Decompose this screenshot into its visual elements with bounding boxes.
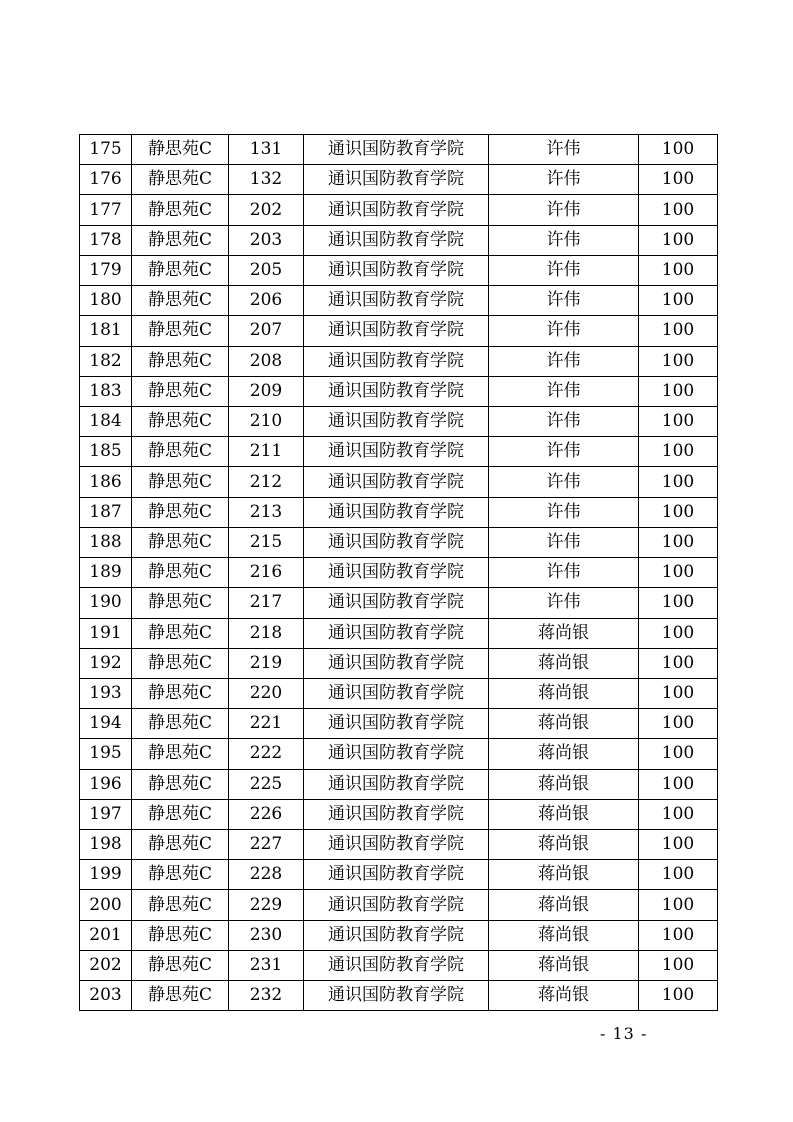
building-cell: 静思苑C bbox=[132, 135, 229, 165]
room-number-cell: 205 bbox=[229, 255, 304, 285]
room-number-cell: 228 bbox=[229, 860, 304, 890]
table-row bbox=[80, 135, 718, 165]
score-cell: 100 bbox=[639, 739, 718, 769]
building-cell: 静思苑C bbox=[132, 890, 229, 920]
building-cell: 静思苑C bbox=[132, 588, 229, 618]
room-number-cell: 207 bbox=[229, 316, 304, 346]
table-row bbox=[80, 709, 718, 739]
row-index-cell: 182 bbox=[80, 346, 132, 376]
college-cell: 通识国防教育学院 bbox=[304, 225, 489, 255]
room-number-cell: 218 bbox=[229, 618, 304, 648]
counselor-cell: 蒋尚银 bbox=[489, 709, 639, 739]
table-row bbox=[80, 406, 718, 436]
table-row bbox=[80, 588, 718, 618]
score-cell: 100 bbox=[639, 890, 718, 920]
table-row bbox=[80, 497, 718, 527]
row-index-cell: 179 bbox=[80, 255, 132, 285]
row-index-cell: 188 bbox=[80, 527, 132, 557]
table-row bbox=[80, 830, 718, 860]
building-cell: 静思苑C bbox=[132, 406, 229, 436]
room-number-cell: 229 bbox=[229, 890, 304, 920]
score-cell: 100 bbox=[639, 709, 718, 739]
room-number-cell: 132 bbox=[229, 165, 304, 195]
counselor-cell: 蒋尚银 bbox=[489, 890, 639, 920]
score-cell: 100 bbox=[639, 406, 718, 436]
counselor-cell: 蒋尚银 bbox=[489, 950, 639, 980]
counselor-cell: 许伟 bbox=[489, 135, 639, 165]
college-cell: 通识国防教育学院 bbox=[304, 950, 489, 980]
room-number-cell: 216 bbox=[229, 558, 304, 588]
college-cell: 通识国防教育学院 bbox=[304, 165, 489, 195]
counselor-cell: 许伟 bbox=[489, 558, 639, 588]
row-index-cell: 184 bbox=[80, 406, 132, 436]
building-cell: 静思苑C bbox=[132, 648, 229, 678]
room-number-cell: 212 bbox=[229, 467, 304, 497]
score-cell: 100 bbox=[639, 165, 718, 195]
college-cell: 通识国防教育学院 bbox=[304, 376, 489, 406]
table-body bbox=[80, 135, 718, 1011]
college-cell: 通识国防教育学院 bbox=[304, 739, 489, 769]
counselor-cell: 蒋尚银 bbox=[489, 739, 639, 769]
college-cell: 通识国防教育学院 bbox=[304, 346, 489, 376]
table-row bbox=[80, 618, 718, 648]
counselor-cell: 蒋尚银 bbox=[489, 799, 639, 829]
college-cell: 通识国防教育学院 bbox=[304, 709, 489, 739]
building-cell: 静思苑C bbox=[132, 527, 229, 557]
score-cell: 100 bbox=[639, 195, 718, 225]
row-index-cell: 191 bbox=[80, 618, 132, 648]
building-cell: 静思苑C bbox=[132, 920, 229, 950]
row-index-cell: 186 bbox=[80, 467, 132, 497]
score-cell: 100 bbox=[639, 467, 718, 497]
row-index-cell: 183 bbox=[80, 376, 132, 406]
table-row bbox=[80, 950, 718, 980]
row-index-cell: 187 bbox=[80, 497, 132, 527]
building-cell: 静思苑C bbox=[132, 739, 229, 769]
table-row bbox=[80, 558, 718, 588]
row-index-cell: 197 bbox=[80, 799, 132, 829]
row-index-cell: 181 bbox=[80, 316, 132, 346]
room-number-cell: 231 bbox=[229, 950, 304, 980]
building-cell: 静思苑C bbox=[132, 225, 229, 255]
college-cell: 通识国防教育学院 bbox=[304, 195, 489, 225]
college-cell: 通识国防教育学院 bbox=[304, 588, 489, 618]
college-cell: 通识国防教育学院 bbox=[304, 890, 489, 920]
table-row bbox=[80, 769, 718, 799]
building-cell: 静思苑C bbox=[132, 467, 229, 497]
row-index-cell: 185 bbox=[80, 437, 132, 467]
counselor-cell: 许伟 bbox=[489, 588, 639, 618]
counselor-cell: 许伟 bbox=[489, 346, 639, 376]
counselor-cell: 许伟 bbox=[489, 195, 639, 225]
table-row bbox=[80, 467, 718, 497]
college-cell: 通识国防教育学院 bbox=[304, 769, 489, 799]
row-index-cell: 190 bbox=[80, 588, 132, 618]
counselor-cell: 许伟 bbox=[489, 255, 639, 285]
table-row bbox=[80, 799, 718, 829]
score-cell: 100 bbox=[639, 255, 718, 285]
room-number-cell: 208 bbox=[229, 346, 304, 376]
room-number-cell: 202 bbox=[229, 195, 304, 225]
row-index-cell: 201 bbox=[80, 920, 132, 950]
building-cell: 静思苑C bbox=[132, 195, 229, 225]
counselor-cell: 许伟 bbox=[489, 286, 639, 316]
table-row bbox=[80, 346, 718, 376]
building-cell: 静思苑C bbox=[132, 830, 229, 860]
row-index-cell: 195 bbox=[80, 739, 132, 769]
building-cell: 静思苑C bbox=[132, 376, 229, 406]
table-row bbox=[80, 739, 718, 769]
college-cell: 通识国防教育学院 bbox=[304, 135, 489, 165]
room-number-cell: 217 bbox=[229, 588, 304, 618]
table-row bbox=[80, 165, 718, 195]
college-cell: 通识国防教育学院 bbox=[304, 286, 489, 316]
college-cell: 通识国防教育学院 bbox=[304, 648, 489, 678]
counselor-cell: 蒋尚银 bbox=[489, 678, 639, 708]
building-cell: 静思苑C bbox=[132, 437, 229, 467]
counselor-cell: 许伟 bbox=[489, 406, 639, 436]
room-number-cell: 203 bbox=[229, 225, 304, 255]
building-cell: 静思苑C bbox=[132, 316, 229, 346]
college-cell: 通识国防教育学院 bbox=[304, 316, 489, 346]
score-cell: 100 bbox=[639, 648, 718, 678]
score-cell: 100 bbox=[639, 769, 718, 799]
row-index-cell: 176 bbox=[80, 165, 132, 195]
score-cell: 100 bbox=[639, 527, 718, 557]
counselor-cell: 蒋尚银 bbox=[489, 830, 639, 860]
building-cell: 静思苑C bbox=[132, 286, 229, 316]
room-number-cell: 221 bbox=[229, 709, 304, 739]
score-cell: 100 bbox=[639, 799, 718, 829]
table-row bbox=[80, 981, 718, 1011]
room-number-cell: 222 bbox=[229, 739, 304, 769]
table-row bbox=[80, 195, 718, 225]
counselor-cell: 蒋尚银 bbox=[489, 769, 639, 799]
row-index-cell: 202 bbox=[80, 950, 132, 980]
college-cell: 通识国防教育学院 bbox=[304, 920, 489, 950]
table-row bbox=[80, 527, 718, 557]
room-number-cell: 211 bbox=[229, 437, 304, 467]
row-index-cell: 178 bbox=[80, 225, 132, 255]
building-cell: 静思苑C bbox=[132, 950, 229, 980]
table-row bbox=[80, 255, 718, 285]
table-row bbox=[80, 860, 718, 890]
college-cell: 通识国防教育学院 bbox=[304, 799, 489, 829]
table-row bbox=[80, 920, 718, 950]
building-cell: 静思苑C bbox=[132, 165, 229, 195]
table-row bbox=[80, 890, 718, 920]
college-cell: 通识国防教育学院 bbox=[304, 618, 489, 648]
row-index-cell: 199 bbox=[80, 860, 132, 890]
college-cell: 通识国防教育学院 bbox=[304, 497, 489, 527]
college-cell: 通识国防教育学院 bbox=[304, 558, 489, 588]
building-cell: 静思苑C bbox=[132, 709, 229, 739]
table-row bbox=[80, 286, 718, 316]
college-cell: 通识国防教育学院 bbox=[304, 437, 489, 467]
counselor-cell: 蒋尚银 bbox=[489, 920, 639, 950]
table-row bbox=[80, 648, 718, 678]
row-index-cell: 198 bbox=[80, 830, 132, 860]
table-row bbox=[80, 376, 718, 406]
score-cell: 100 bbox=[639, 346, 718, 376]
score-cell: 100 bbox=[639, 558, 718, 588]
room-number-cell: 209 bbox=[229, 376, 304, 406]
building-cell: 静思苑C bbox=[132, 346, 229, 376]
counselor-cell: 蒋尚银 bbox=[489, 618, 639, 648]
building-cell: 静思苑C bbox=[132, 558, 229, 588]
room-number-cell: 230 bbox=[229, 920, 304, 950]
score-cell: 100 bbox=[639, 981, 718, 1011]
table-row bbox=[80, 437, 718, 467]
counselor-cell: 蒋尚银 bbox=[489, 860, 639, 890]
college-cell: 通识国防教育学院 bbox=[304, 860, 489, 890]
score-cell: 100 bbox=[639, 830, 718, 860]
page-number: - 13 - bbox=[600, 1024, 648, 1043]
score-cell: 100 bbox=[639, 437, 718, 467]
college-cell: 通识国防教育学院 bbox=[304, 830, 489, 860]
score-cell: 100 bbox=[639, 950, 718, 980]
score-cell: 100 bbox=[639, 588, 718, 618]
counselor-cell: 许伟 bbox=[489, 316, 639, 346]
row-index-cell: 196 bbox=[80, 769, 132, 799]
building-cell: 静思苑C bbox=[132, 678, 229, 708]
room-number-cell: 227 bbox=[229, 830, 304, 860]
building-cell: 静思苑C bbox=[132, 618, 229, 648]
counselor-cell: 许伟 bbox=[489, 437, 639, 467]
score-cell: 100 bbox=[639, 920, 718, 950]
college-cell: 通识国防教育学院 bbox=[304, 406, 489, 436]
score-cell: 100 bbox=[639, 618, 718, 648]
building-cell: 静思苑C bbox=[132, 255, 229, 285]
score-cell: 100 bbox=[639, 376, 718, 406]
row-index-cell: 189 bbox=[80, 558, 132, 588]
college-cell: 通识国防教育学院 bbox=[304, 255, 489, 285]
building-cell: 静思苑C bbox=[132, 860, 229, 890]
college-cell: 通识国防教育学院 bbox=[304, 527, 489, 557]
row-index-cell: 177 bbox=[80, 195, 132, 225]
room-number-cell: 226 bbox=[229, 799, 304, 829]
row-index-cell: 192 bbox=[80, 648, 132, 678]
row-index-cell: 193 bbox=[80, 678, 132, 708]
college-cell: 通识国防教育学院 bbox=[304, 467, 489, 497]
score-cell: 100 bbox=[639, 860, 718, 890]
room-number-cell: 220 bbox=[229, 678, 304, 708]
building-cell: 静思苑C bbox=[132, 981, 229, 1011]
room-number-cell: 206 bbox=[229, 286, 304, 316]
table-row bbox=[80, 678, 718, 708]
counselor-cell: 许伟 bbox=[489, 225, 639, 255]
counselor-cell: 许伟 bbox=[489, 527, 639, 557]
row-index-cell: 200 bbox=[80, 890, 132, 920]
score-cell: 100 bbox=[639, 678, 718, 708]
room-number-cell: 219 bbox=[229, 648, 304, 678]
score-cell: 100 bbox=[639, 225, 718, 255]
row-index-cell: 194 bbox=[80, 709, 132, 739]
room-number-cell: 210 bbox=[229, 406, 304, 436]
row-index-cell: 180 bbox=[80, 286, 132, 316]
counselor-cell: 蒋尚银 bbox=[489, 981, 639, 1011]
room-number-cell: 213 bbox=[229, 497, 304, 527]
table-row bbox=[80, 225, 718, 255]
dormitory-score-table bbox=[79, 134, 718, 1011]
building-cell: 静思苑C bbox=[132, 799, 229, 829]
room-number-cell: 131 bbox=[229, 135, 304, 165]
score-cell: 100 bbox=[639, 497, 718, 527]
room-number-cell: 225 bbox=[229, 769, 304, 799]
college-cell: 通识国防教育学院 bbox=[304, 981, 489, 1011]
counselor-cell: 许伟 bbox=[489, 165, 639, 195]
counselor-cell: 许伟 bbox=[489, 467, 639, 497]
table-row bbox=[80, 316, 718, 346]
building-cell: 静思苑C bbox=[132, 769, 229, 799]
college-cell: 通识国防教育学院 bbox=[304, 678, 489, 708]
counselor-cell: 许伟 bbox=[489, 497, 639, 527]
row-index-cell: 175 bbox=[80, 135, 132, 165]
room-number-cell: 215 bbox=[229, 527, 304, 557]
score-cell: 100 bbox=[639, 286, 718, 316]
score-cell: 100 bbox=[639, 316, 718, 346]
counselor-cell: 蒋尚银 bbox=[489, 648, 639, 678]
room-number-cell: 232 bbox=[229, 981, 304, 1011]
building-cell: 静思苑C bbox=[132, 497, 229, 527]
score-cell: 100 bbox=[639, 135, 718, 165]
counselor-cell: 许伟 bbox=[489, 376, 639, 406]
row-index-cell: 203 bbox=[80, 981, 132, 1011]
